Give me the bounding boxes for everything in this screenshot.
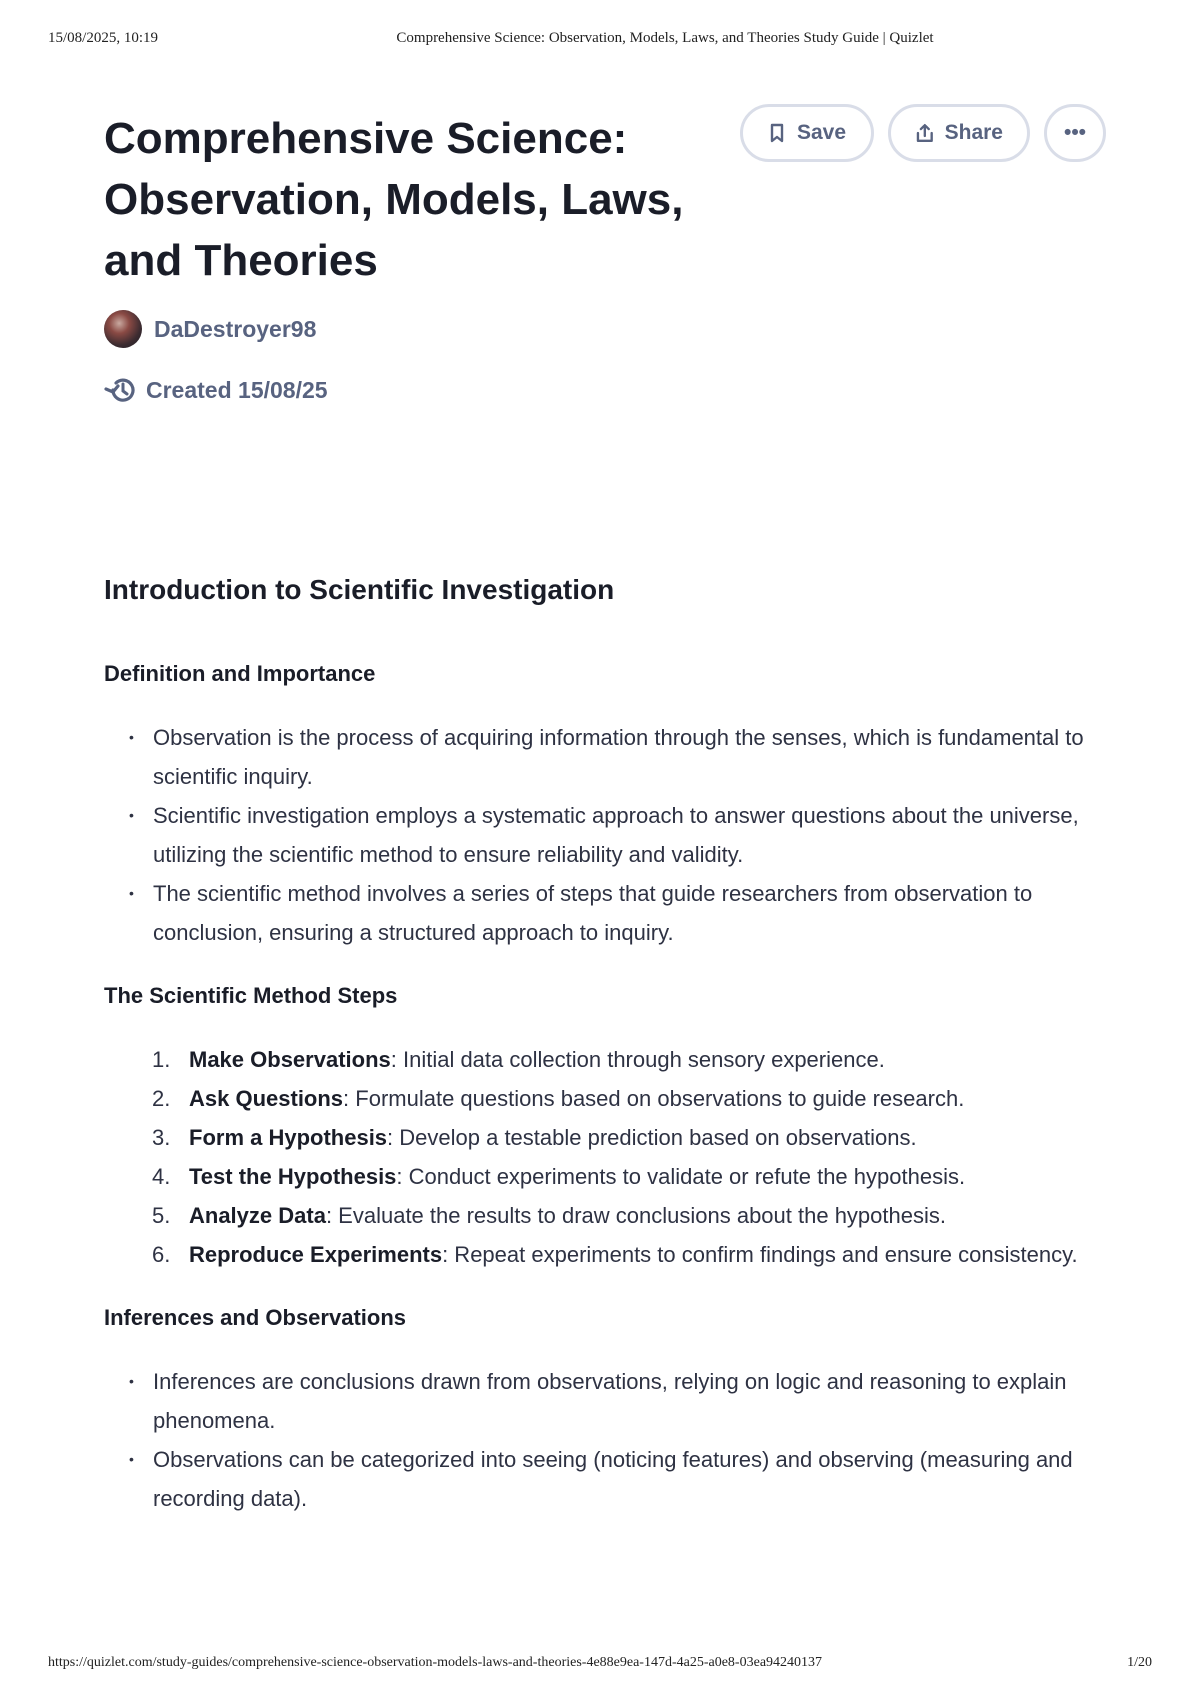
list-item	[152, 1118, 1104, 1157]
list-item: • Scientific investigation employs a systematic approach to answer questions about the universe, utilizing the scientific method to ensure reliability and validity.	[153, 796, 1104, 874]
author[interactable]	[104, 310, 316, 348]
list-item: • Observation is the process of acquiring information through the senses, which is fundamental to scientific inquiry.	[153, 718, 1104, 796]
print-footer	[48, 1655, 1152, 1675]
page-number: 1/20	[1127, 1655, 1152, 1670]
step-text: : Initial data collection through sensory experience.	[390, 1047, 885, 1072]
bookmark-icon	[767, 123, 787, 143]
list-item	[152, 1235, 1104, 1274]
print-page-title: Comprehensive Science: Observation, Models, Laws, and Theories Study Guide | Quizlet	[396, 30, 934, 46]
list-item	[152, 1079, 1104, 1118]
step-number: 6.	[152, 1242, 171, 1267]
share-icon	[915, 123, 935, 143]
list-item: • Observations can be categorized into seeing (noticing features) and observing (measuring and recording data).	[153, 1440, 1104, 1518]
step-text: : Develop a testable prediction based on observations.	[387, 1125, 917, 1150]
step-term: Test the Hypothesis	[189, 1164, 397, 1189]
list-item	[152, 1040, 1104, 1079]
list-item: • The scientific method involves a series of steps that guide researchers from observation to conclusion, ensuring a structured approach to inquiry.	[153, 874, 1104, 952]
step-number: 3.	[152, 1125, 171, 1150]
steps-list	[104, 1040, 1104, 1274]
step-text: : Conduct experiments to validate or refute the hypothesis.	[396, 1164, 966, 1189]
more-icon: •••	[1063, 121, 1087, 144]
guide-content	[104, 570, 1104, 1548]
step-number: 4.	[152, 1164, 171, 1189]
more-options-button[interactable]	[1044, 104, 1106, 162]
share-label: Share	[944, 121, 1003, 144]
step-term: Analyze Data	[189, 1203, 326, 1228]
author-name[interactable]: DaDestroyer98	[154, 315, 317, 342]
bullet-list	[104, 718, 1104, 952]
avatar	[104, 310, 142, 348]
list-item: • Inferences are conclusions drawn from observations, relying on logic and reasoning to explain phenomena.	[153, 1362, 1104, 1440]
bullet-list	[104, 1362, 1104, 1518]
step-term: Make Observations	[189, 1047, 391, 1072]
list-item	[152, 1196, 1104, 1235]
print-url: https://quizlet.com/study-guides/comprehensive-science-observation-models-laws-and-theories-4e88e9ea-147d-4a25-a0e8-03ea94240137	[48, 1655, 823, 1670]
share-button[interactable]	[888, 104, 1030, 162]
print-header	[48, 30, 1152, 50]
print-date: 15/08/2025, 10:19	[48, 30, 159, 46]
step-number: 1.	[152, 1047, 171, 1072]
subsection-title: The Scientific Method Steps	[104, 983, 398, 1008]
step-term: Form a Hypothesis	[189, 1125, 388, 1150]
step-text: : Evaluate the results to draw conclusions about the hypothesis.	[325, 1203, 946, 1228]
step-text: : Formulate questions based on observations to guide research.	[343, 1086, 965, 1111]
save-label: Save	[797, 121, 847, 144]
step-term: Ask Questions	[189, 1086, 344, 1111]
step-text: : Repeat experiments to confirm findings and ensure consistency.	[442, 1242, 1078, 1267]
page-title: Comprehensive Science: Observation, Models, Laws, and Theories	[104, 114, 684, 285]
created-info	[104, 375, 328, 405]
history-icon	[104, 375, 138, 405]
action-bar	[740, 104, 1106, 162]
list-item	[152, 1157, 1104, 1196]
step-term: Reproduce Experiments	[189, 1242, 443, 1267]
step-number: 2.	[152, 1086, 171, 1111]
subsection-title: Definition and Importance	[104, 661, 376, 686]
save-button[interactable]	[740, 104, 874, 162]
subsection-title: Inferences and Observations	[104, 1305, 406, 1330]
step-number: 5.	[152, 1203, 171, 1228]
created-date: Created 15/08/25	[146, 376, 328, 403]
section-heading: Introduction to Scientific Investigation	[104, 574, 615, 605]
